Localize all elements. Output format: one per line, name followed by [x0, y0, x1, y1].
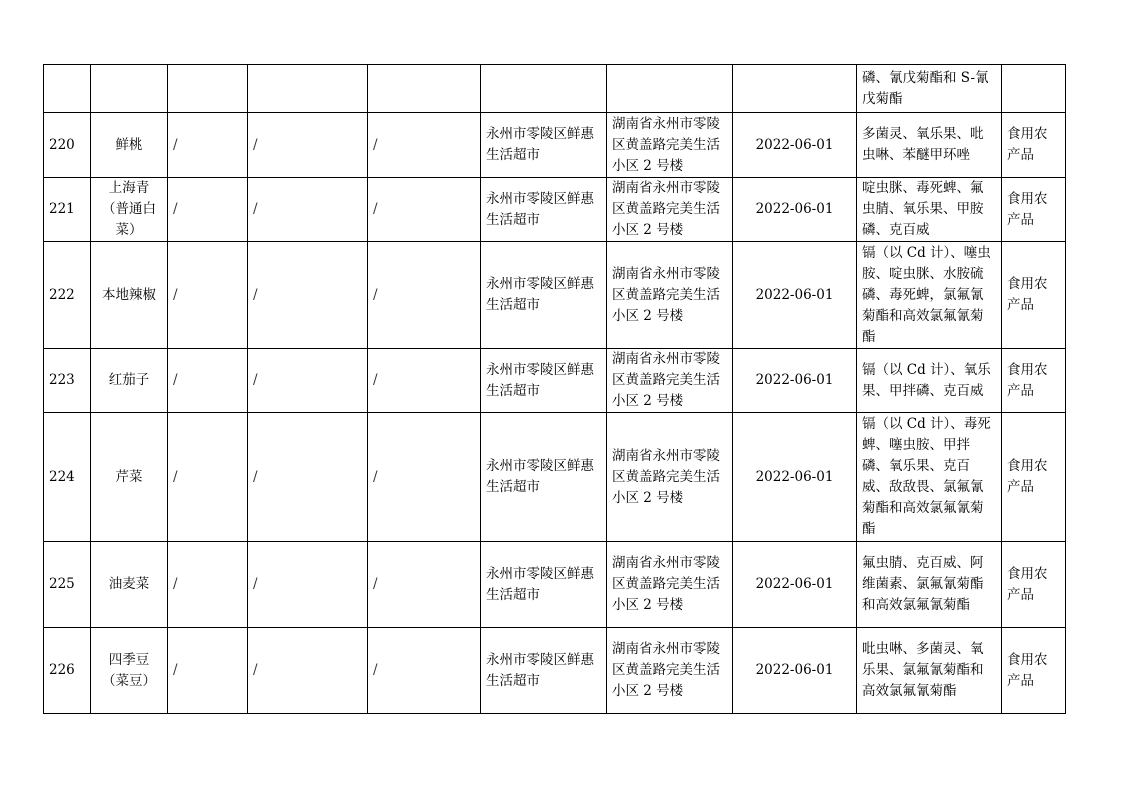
cell-no: 220 — [44, 113, 91, 178]
cell-date: 2022-06-01 — [733, 113, 857, 178]
cell-no: 225 — [44, 542, 91, 628]
cell-test-items: 氟虫腈、克百威、阿维菌素、氯氟氰菊酯和高效氯氟氰菊酯 — [857, 542, 1002, 628]
cell-name: 油麦菜 — [91, 542, 168, 628]
cell-test-items: 磷、氰戊菊酯和 S-氰戊菊酯 — [857, 65, 1002, 113]
cell-category: 食用农产品 — [1002, 413, 1066, 542]
cell-col4: / — [248, 242, 368, 349]
cell-no — [44, 65, 91, 113]
cell-col3: / — [168, 242, 248, 349]
cell-col5: / — [368, 349, 481, 413]
cell-category: 食用农产品 — [1002, 242, 1066, 349]
cell-col5 — [368, 65, 481, 113]
cell-no: 226 — [44, 628, 91, 714]
cell-no: 221 — [44, 178, 91, 242]
cell-col3 — [168, 65, 248, 113]
cell-test-items: 多菌灵、氧乐果、吡虫啉、苯醚甲环唑 — [857, 113, 1002, 178]
cell-name: 红茄子 — [91, 349, 168, 413]
table-row — [44, 242, 1066, 349]
cell-no: 223 — [44, 349, 91, 413]
cell-test-items: 镉（以 Cd 计）、毒死蜱、噻虫胺、甲拌磷、氧乐果、克百威、敌敌畏、氯氟氰菊酯和高效氯氟氰菊酯 — [857, 413, 1002, 542]
cell-address — [607, 65, 733, 113]
cell-address: 湖南省永州市零陵区黄盖路完美生活小区 2 号楼 — [607, 542, 733, 628]
table-row — [44, 413, 1066, 542]
cell-test-items: 镉（以 Cd 计）、氧乐果、甲拌磷、克百威 — [857, 349, 1002, 413]
cell-address: 湖南省永州市零陵区黄盖路完美生活小区 2 号楼 — [607, 413, 733, 542]
cell-col4: / — [248, 113, 368, 178]
cell-test-items: 啶虫脒、毒死蜱、氟虫腈、氧乐果、甲胺磷、克百威 — [857, 178, 1002, 242]
cell-col5: / — [368, 628, 481, 714]
cell-name: 上海青（普通白菜） — [91, 178, 168, 242]
cell-no: 224 — [44, 413, 91, 542]
cell-category: 食用农产品 — [1002, 542, 1066, 628]
cell-col3: / — [168, 413, 248, 542]
cell-col5: / — [368, 178, 481, 242]
cell-col3: / — [168, 349, 248, 413]
cell-col5: / — [368, 413, 481, 542]
cell-org: 永州市零陵区鲜惠生活超市 — [481, 413, 607, 542]
cell-date: 2022-06-01 — [733, 628, 857, 714]
cell-date: 2022-06-01 — [733, 413, 857, 542]
cell-col4: / — [248, 413, 368, 542]
table-row — [44, 349, 1066, 413]
cell-col3: / — [168, 113, 248, 178]
cell-name: 芹菜 — [91, 413, 168, 542]
cell-org: 永州市零陵区鲜惠生活超市 — [481, 349, 607, 413]
cell-col3: / — [168, 542, 248, 628]
cell-category: 食用农产品 — [1002, 113, 1066, 178]
table-row — [44, 113, 1066, 178]
cell-org: 永州市零陵区鲜惠生活超市 — [481, 542, 607, 628]
cell-date — [733, 65, 857, 113]
cell-address: 湖南省永州市零陵区黄盖路完美生活小区 2 号楼 — [607, 113, 733, 178]
inspection-table — [43, 64, 1066, 714]
cell-col4: / — [248, 628, 368, 714]
cell-col5: / — [368, 542, 481, 628]
table-row — [44, 178, 1066, 242]
cell-col4 — [248, 65, 368, 113]
cell-col4: / — [248, 349, 368, 413]
cell-col4: / — [248, 178, 368, 242]
cell-org: 永州市零陵区鲜惠生活超市 — [481, 178, 607, 242]
cell-category: 食用农产品 — [1002, 628, 1066, 714]
cell-category: 食用农产品 — [1002, 178, 1066, 242]
cell-address: 湖南省永州市零陵区黄盖路完美生活小区 2 号楼 — [607, 628, 733, 714]
cell-no: 222 — [44, 242, 91, 349]
cell-test-items: 镉（以 Cd 计）、噻虫胺、啶虫脒、水胺硫磷、毒死蜱，氯氟氰菊酯和高效氯氟氰菊酯 — [857, 242, 1002, 349]
cell-org: 永州市零陵区鲜惠生活超市 — [481, 628, 607, 714]
cell-category: 食用农产品 — [1002, 349, 1066, 413]
cell-col5: / — [368, 242, 481, 349]
cell-date: 2022-06-01 — [733, 242, 857, 349]
cell-col3: / — [168, 178, 248, 242]
cell-name: 鲜桃 — [91, 113, 168, 178]
table-row — [44, 628, 1066, 714]
cell-address: 湖南省永州市零陵区黄盖路完美生活小区 2 号楼 — [607, 178, 733, 242]
cell-address: 湖南省永州市零陵区黄盖路完美生活小区 2 号楼 — [607, 242, 733, 349]
cell-org: 永州市零陵区鲜惠生活超市 — [481, 113, 607, 178]
cell-col4: / — [248, 542, 368, 628]
cell-category — [1002, 65, 1066, 113]
cell-name — [91, 65, 168, 113]
cell-test-items: 吡虫啉、多菌灵、氧乐果、氯氟氰菊酯和高效氯氟氰菊酯 — [857, 628, 1002, 714]
cell-org: 永州市零陵区鲜惠生活超市 — [481, 242, 607, 349]
cell-date: 2022-06-01 — [733, 178, 857, 242]
table-row — [44, 542, 1066, 628]
cell-org — [481, 65, 607, 113]
cell-col5: / — [368, 113, 481, 178]
cell-date: 2022-06-01 — [733, 542, 857, 628]
cell-col3: / — [168, 628, 248, 714]
cell-address: 湖南省永州市零陵区黄盖路完美生活小区 2 号楼 — [607, 349, 733, 413]
table-row-continued — [44, 65, 1066, 113]
cell-name: 本地辣椒 — [91, 242, 168, 349]
cell-date: 2022-06-01 — [733, 349, 857, 413]
cell-name: 四季豆（菜豆） — [91, 628, 168, 714]
